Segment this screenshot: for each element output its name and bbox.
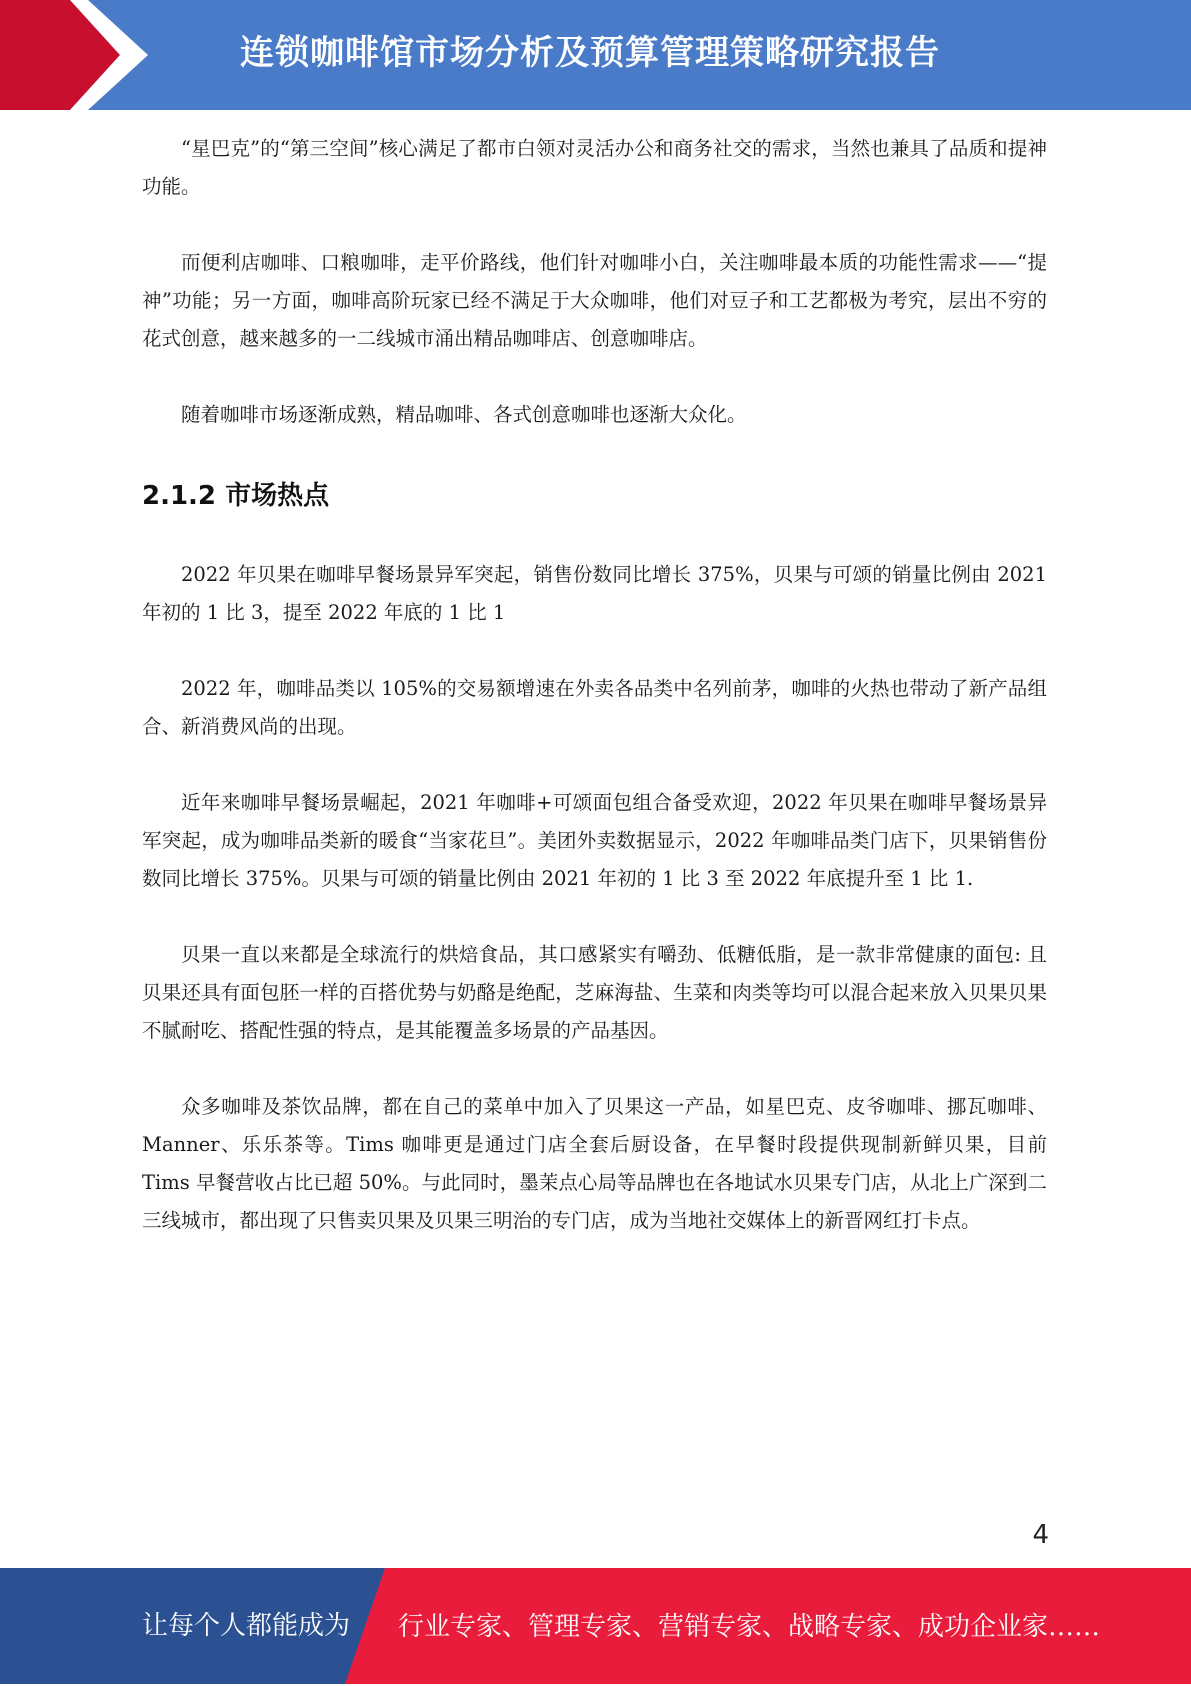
footer-slogan-right: 行业专家、管理专家、营销专家、战略专家、成功企业家…… <box>398 1612 1101 1642</box>
footer-slogan-left: 让每个人都能成为 <box>142 1611 351 1641</box>
paragraph: 众多咖啡及茶饮品牌，都在自己的菜单中加入了贝果这一产品，如星巴克、皮爷咖啡、挪瓦咖啡、Manner、乐乐茶等。Tims 咖啡更是通过门店全套后厨设备，在早餐时段提供现制新鲜贝果，目前 Tims 早餐营收占比已超 50%。与此同时，墨茉点心局等品牌也在各地试水贝果专门店，从北上广深到二三线城市，都出现了只售卖贝果及贝果三明治的专门店，成为当地社交媒体上的新晋网红打卡点。 <box>142 1095 1054 1232</box>
paragraph: 近年来咖啡早餐场景崛起，2021 年咖啡+可颂面包组合备受欢迎，2022 年贝果在咖啡早餐场景异军突起，成为咖啡品类新的暖食“当家花旦”。美团外卖数据显示，2022 年咖啡品类门店下，贝果销售份数同比增长 375%。贝果与可颂的销量比例由 2021 年初的 1 比 3 至 2022 年底提升至 1 比 1. <box>142 791 1047 890</box>
paragraph: 2022 年贝果在咖啡早餐场景异军突起，销售份数同比增长 375%，贝果与可颂的销量比例由 2021 年初的 1 比 3，提至 2022 年底的 1 比 1 <box>142 563 1054 624</box>
page-number: 4 <box>1032 1520 1049 1550</box>
paragraph: 随着咖啡市场逐渐成熟，精品咖啡、各式创意咖啡也逐渐大众化。 <box>181 403 747 426</box>
paragraph: 贝果一直以来都是全球流行的烘焙食品，其口感紧实有嚼劲、低糖低脂，是一款非常健康的面包: 且贝果还具有面包胚一样的百搭优势与奶酪是绝配，芝麻海盐、生菜和肉类等均可以混合起来放入贝果贝果不腻耐吃、搭配性强的特点，是其能覆盖多场景的产品基因。 <box>142 943 1047 1042</box>
document-title: 连锁咖啡馆市场分析及预算管理策略研究报告 <box>240 33 940 73</box>
main-content <box>142 130 1054 1278</box>
page-header <box>0 0 1191 110</box>
section-heading: 2.1.2 市场热点 <box>142 481 330 511</box>
paragraph: “星巴克”的“第三空间”核心满足了都市白领对灵活办公和商务社交的需求，当然也兼具了品质和提神功能。 <box>142 137 1047 198</box>
paragraph: 2022 年，咖啡品类以 105%的交易额增速在外卖各品类中名列前茅，咖啡的火热也带动了新产品组合、新消费风尚的出现。 <box>142 677 1047 738</box>
page-footer <box>0 1568 1191 1684</box>
paragraph: 而便利店咖啡、口粮咖啡，走平价路线，他们针对咖啡小白，关注咖啡最本质的功能性需求——“提神”功能；另一方面，咖啡高阶玩家已经不满足于大众咖啡，他们对豆子和工艺都极为考究，层出不穷的花式创意，越来越多的一二线城市涌出精品咖啡店、创意咖啡店。 <box>142 251 1047 350</box>
header-arrow-decoration <box>0 0 160 110</box>
